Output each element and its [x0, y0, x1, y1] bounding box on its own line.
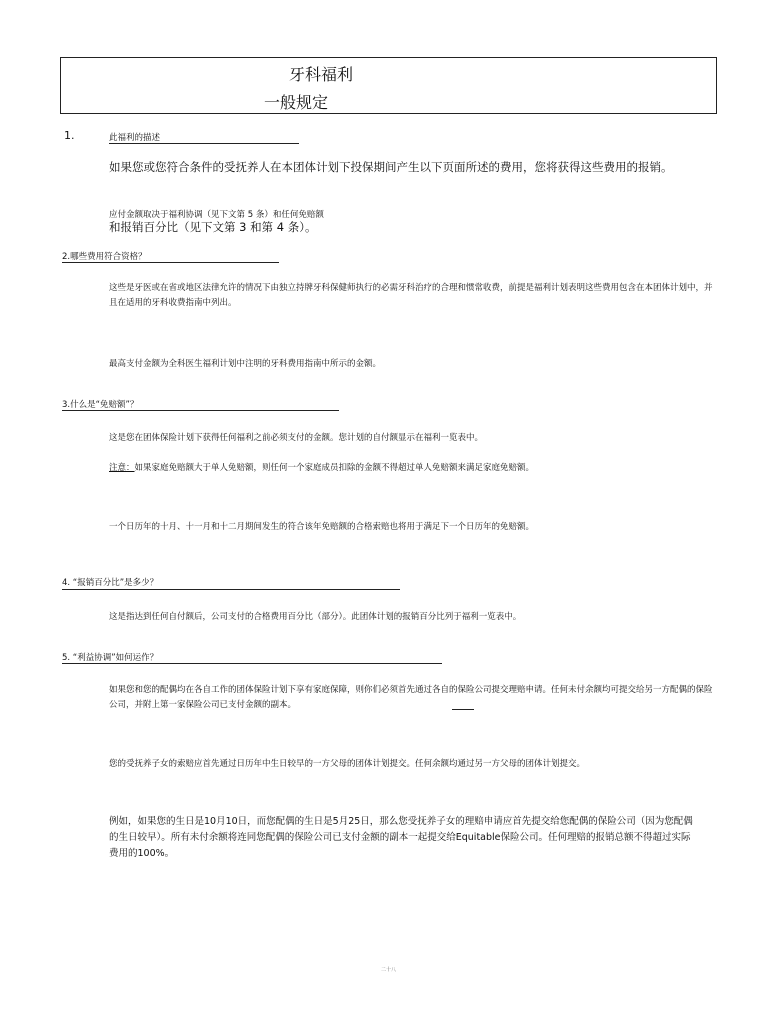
- section-3-note-label: 注意：: [109, 463, 135, 473]
- section-1-note-line2: 和报销百分比（见下文第 3 和第 4 条）。: [109, 220, 317, 234]
- section-3-para1: 这是您在团体保险计划下获得任何福利之前必须支付的金额。您计划的自付额显示在福利一览表中。: [109, 433, 484, 443]
- section-2-para1: 这些是牙医或在省或地区法律允许的情况下由独立持牌牙科保健师执行的必需牙科治疗的合理和惯常收费，前提是福利计划表明这些费用包含在本团体计划中，并且在适用的牙科收费指南中列出。: [109, 283, 713, 308]
- section-5-heading: 5. “利益协调”如何运作？: [62, 653, 159, 663]
- section-2-para2: 最高支付金额为全科医生福利计划中注明的牙科费用指南中所示的金额。: [109, 359, 382, 369]
- section-5-para1: 如果您和您的配偶均在各自工作的团体保险计划下享有家庭保障，则你们必须首先通过各自的保险公司提交理赔申请。任何未付余额均可提交给另一方配偶的保险公司，并附上第一家保险公司已支付金额的副本。: [109, 685, 713, 710]
- section-3-heading: 3.什么是“免赔额”？: [62, 400, 139, 410]
- section-2-heading-rule: [62, 262, 279, 263]
- section-3-para2: 一个日历年的十月、十一月和十二月期间发生的符合该年免赔额的合格索赔也将用于满足下一个日历年的免赔额。: [109, 522, 535, 532]
- section-4-heading: 4. “报销百分比”是多少？: [62, 578, 159, 588]
- section-1-heading-rule: [109, 143, 299, 144]
- section-5-para3: 例如，如果您的生日是10月10日，而您配偶的生日是5月25日，那么您受抚养子女的理赔申请应首先提交给您配偶的保险公司（因为您配偶的生日较早）。所有未付余额将连同您配偶的保险公司已支付金额的副本一起提交给Equitable保险公司。任何理赔的报销总额不得超过实际费用的100%。: [109, 816, 693, 859]
- section-1-heading: 此福利的描述: [109, 133, 161, 143]
- section-4-heading-rule: [62, 589, 400, 590]
- page-number: 二十八: [381, 967, 397, 973]
- section-2-heading: 2.哪些费用符合资格？: [62, 252, 147, 262]
- title-box: [60, 57, 717, 114]
- section-5-heading-rule: [62, 663, 442, 664]
- section-5-para2: 您的受抚养子女的索赔应首先通过日历年中生日较早的一方父母的团体计划提交。任何余额均通过另一方父母的团体计划提交。: [109, 759, 586, 769]
- section-5-stray-rule: [452, 709, 474, 710]
- section-4-para1: 这是指达到任何自付额后，公司支付的合格费用百分比（部分）。此团体计划的报销百分比列于福利一览表中。: [109, 612, 522, 622]
- section-3-heading-rule: [62, 410, 339, 411]
- section-1-note-line1: 应付金额取决于福利协调（见下文第 5 条）和任何免赔额: [109, 210, 324, 220]
- section-3-note: [109, 461, 534, 473]
- section-1-body: 如果您或您符合条件的受抚养人在本团体计划下投保期间产生以下页面所述的费用，您将获得这些费用的报销。: [109, 160, 673, 174]
- section-1-number: 1.: [64, 129, 75, 142]
- section-3-note-text: 如果家庭免赔额大于单人免赔额，则任何一个家庭成员扣除的金额不得超过单人免赔额来满足家庭免赔额。: [134, 463, 535, 473]
- document-title: 牙科福利: [289, 65, 354, 84]
- document-subtitle: 一般规定: [264, 93, 329, 112]
